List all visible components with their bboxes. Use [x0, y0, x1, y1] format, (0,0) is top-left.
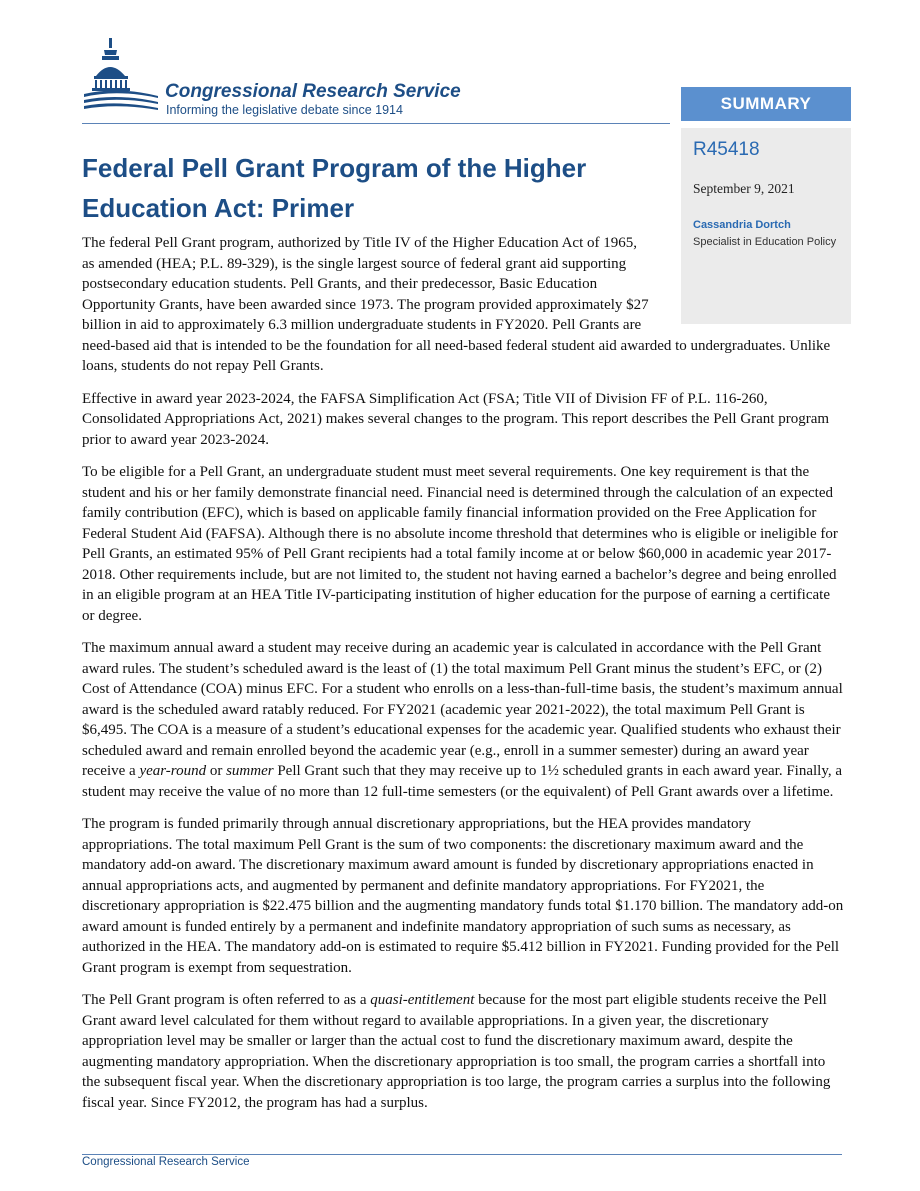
- author-title: Specialist in Education Policy: [693, 236, 837, 248]
- org-tagline: Informing the legislative debate since 1914: [166, 103, 403, 117]
- paragraph: To be eligible for a Pell Grant, an undergraduate student must meet several requirements. One key requirement is that the student and his or her family demonstrate financial need. Financial need is determined through the calculation of an expected family contribution (EFC), which is based on applicable family financial information provided on the Free Application for Federal Student Aid (FAFSA). Although there is no absolute income threshold that determines who is eligible or ineligible for Pell Grants, an estimated 95% of Pell Grant recipients had a total family income at or below $60,000 in academic year 2017-2018. Other requirements include, but are not limited to, the student not having earned a bachelor’s degree and being enrolled in an eligible program at an HEA Title IV-participating institution of higher education for the purpose of earning a certificate or degree.: [82, 464, 838, 624]
- paragraph: The Pell Grant program is often referred to as a quasi-entitlement because for the most part eligible students receive the Pell Grant award level calculated for them without regard to available appropriations. In a given year, the discretionary appropriation level may be smaller or larger than the actual cost to fund the discretionary maximum award, despite the augmenting mandatory appropriation. When the discretionary appropriation is too small, the program carries a shortfall into the subsequent fiscal year. When the discretionary appropriation is too large, the program carries a surplus into the following fiscal year. Since FY2012, the program has had a surplus.: [82, 992, 831, 1111]
- paragraph: The federal Pell Grant program, authorized by Title IV of the Higher Education Act of 1965, as amended (HEA; P.L. 89-329), is the single largest source of federal grant aid supporting postsecondary education students. Pell Grants, and their predecessor, Basic Education Opportunity Grants, have been awarded since 1973. The program provided approximately $27 billion in aid to approximately 6.3 million undergraduate students in FY2020. Pell Grants are need-based aid that is intended to be the foundation for all need-based federal student aid awarded to undergraduates. Unlike loans, students do not repay Pell Grants.: [82, 235, 831, 374]
- paragraph: Effective in award year 2023-2024, the FAFSA Simplification Act (FSA; Title VII of Division FF of P.L. 116-260, Consolidated Appropriations Act, 2021) makes several changes to the program. This report describes the Pell Grant program prior to award year 2023-2024.: [82, 390, 830, 448]
- report-number: R45418: [693, 139, 760, 160]
- report-date: September 9, 2021: [693, 181, 795, 196]
- summary-banner: SUMMARY: [681, 87, 851, 121]
- footer-divider: [82, 1154, 842, 1155]
- summary-body: [82, 233, 844, 1125]
- sidebar-spacer: [652, 233, 844, 325]
- capitol-dome-icon: [82, 36, 160, 120]
- org-name: Congressional Research Service: [165, 81, 461, 102]
- header-divider: [82, 123, 670, 124]
- page-title: Federal Pell Grant Program of the Higher Education Act: Primer: [82, 153, 587, 223]
- paragraph: The maximum annual award a student may receive during an academic year is calculated in accordance with the Pell Grant award rules. The student’s scheduled award is the least of (1) the total maximum Pell Grant minus the student’s EFC, or (2) Cost of Attendance (COA) minus EFC. For a student who enrolls on a less-than-full-time basis, the student’s maximum annual award is the scheduled award ratably reduced. For FY2021 (academic year 2021-2022), the total maximum Pell Grant is $6,495. The COA is a measure of a student’s educational expenses for the academic year. Qualified students who exhaust their scheduled award and remain enrolled beyond the academic year (e.g., enroll in a summer semester) during an award year receive a year-round or summer Pell Grant such that they may receive up to 1½ scheduled grants in each award year. Finally, a student may receive the value of no more than 12 full-time semesters (or the equivalent) of Pell Grant awards over a lifetime.: [82, 640, 843, 800]
- paragraph: The program is funded primarily through annual discretionary appropriations, but the HEA provides mandatory appropriations. The total maximum Pell Grant is the sum of two components: the discretionary maximum award and the mandatory add-on award. The discretionary maximum award amount is funded by discretionary appropriations enacted in annual appropriations acts, and augmented by permanent and definite mandatory appropriations. For FY2021, the discretionary appropriation is $22.475 billion and the augmenting mandatory funds total $1.170 billion. The mandatory add-on award amount is funded entirely by a permanent and indefinite mandatory appropriation of such sums as necessary, as authorized in the HEA. The mandatory add-on is estimated to require $5.412 billion in FY2021. Funding provided for the Pell Grant program is exempt from sequestration.: [82, 816, 844, 976]
- author-name: Cassandria Dortch: [693, 219, 791, 231]
- footer-text: Congressional Research Service: [82, 1156, 250, 1168]
